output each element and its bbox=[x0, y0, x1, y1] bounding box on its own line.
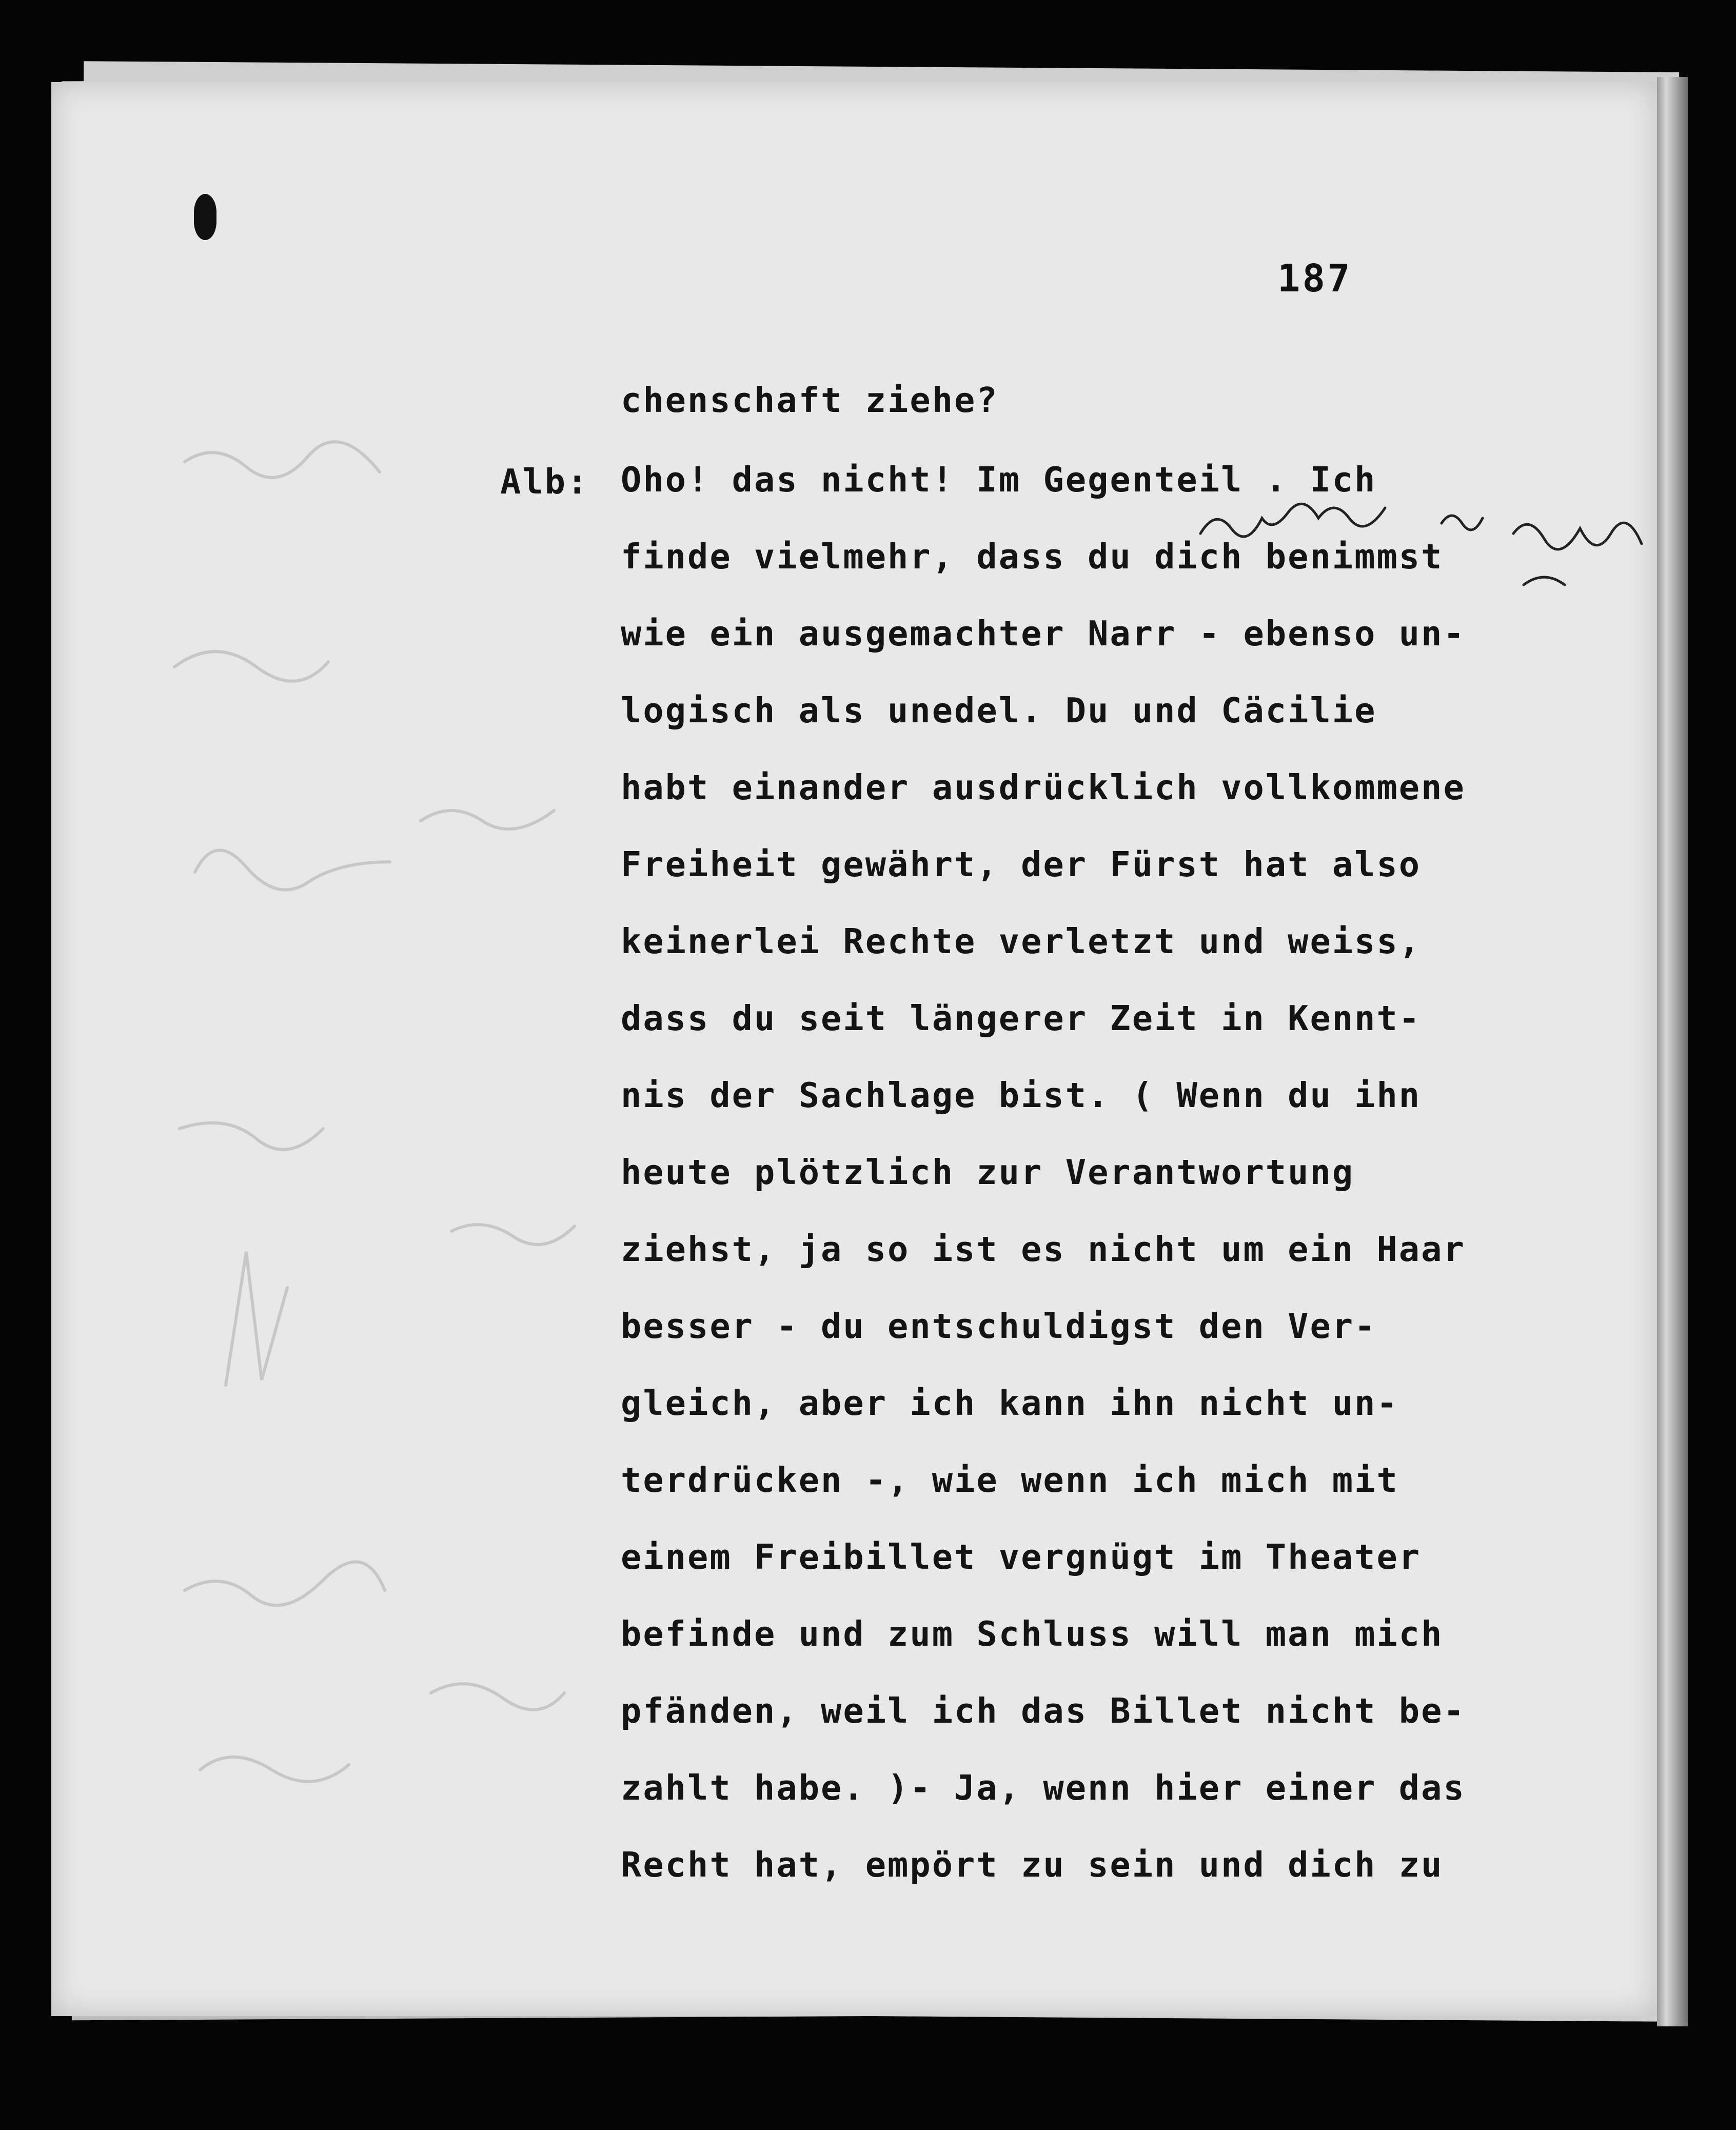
text-line: wie ein ausgemachter Narr - ebenso un- bbox=[621, 614, 1466, 654]
text-line: heute plötzlich zur Verantwortung bbox=[621, 1152, 1355, 1192]
text-line: einem Freibillet vergnügt im Theater bbox=[621, 1537, 1422, 1577]
text-line: ziehst, ja so ist es nicht um ein Haar bbox=[621, 1229, 1466, 1269]
text-line: gleich, aber ich kann ihn nicht un- bbox=[621, 1383, 1399, 1423]
text-line: logisch als unedel. Du und Cäcilie bbox=[621, 691, 1377, 731]
text-line: dass du seit längerer Zeit in Kennt- bbox=[621, 998, 1422, 1038]
text-line: zahlt habe. )- Ja, wenn hier einer das bbox=[621, 1768, 1466, 1808]
text-line: befinde und zum Schluss will man mich bbox=[621, 1614, 1444, 1654]
text-line: habt einander ausdrücklich vollkommene bbox=[621, 767, 1466, 807]
text-line: finde vielmehr, dass du dich benimmst bbox=[621, 537, 1444, 577]
text-line: nis der Sachlage bist. ( Wenn du ihn bbox=[621, 1075, 1422, 1115]
bleed-through-handwriting bbox=[164, 205, 626, 1898]
text-line: keinerlei Rechte verletzt und weiss, bbox=[621, 921, 1422, 961]
text-line: Freiheit gewährt, der Fürst hat also bbox=[621, 844, 1422, 884]
text-line: chenschaft ziehe? bbox=[621, 380, 999, 420]
speaker-label: Alb: bbox=[500, 462, 589, 502]
text-line: Oho! das nicht! Im Gegenteil . Ich bbox=[621, 460, 1377, 500]
text-line: besser - du entschuldigst den Ver- bbox=[621, 1306, 1377, 1346]
page-edge bbox=[1657, 77, 1688, 2026]
text-line: terdrücken -, wie wenn ich mich mit bbox=[621, 1460, 1399, 1500]
text-line: Recht hat, empört zu sein und dich zu bbox=[621, 1845, 1444, 1885]
page-number: 187 bbox=[1277, 257, 1352, 301]
text-line: pfänden, weil ich das Billet nicht be- bbox=[621, 1691, 1466, 1731]
